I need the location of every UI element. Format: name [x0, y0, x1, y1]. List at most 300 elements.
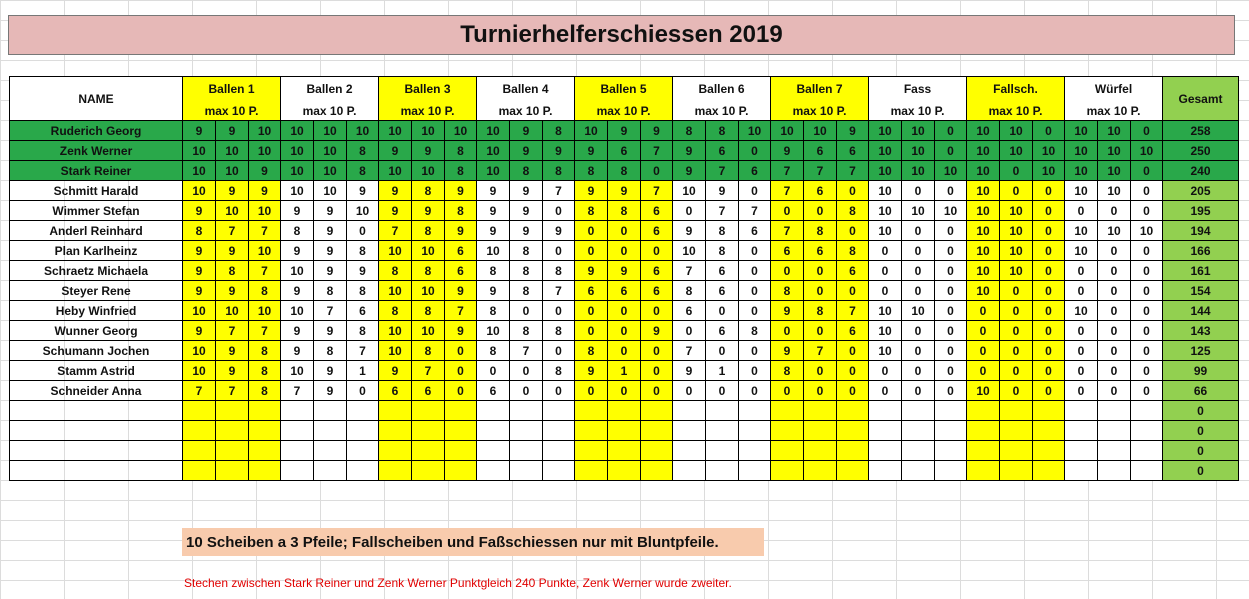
score-cell: 10 — [249, 141, 281, 161]
score-cell — [249, 441, 281, 461]
score-cell — [510, 461, 543, 481]
score-cell — [869, 401, 902, 421]
score-cell: 0 — [706, 301, 739, 321]
score-cell: 10 — [216, 161, 249, 181]
score-cell — [347, 441, 379, 461]
score-cell: 0 — [902, 321, 935, 341]
score-cell: 10 — [379, 341, 412, 361]
score-cell: 0 — [706, 341, 739, 361]
score-cell — [445, 441, 477, 461]
score-cell: 0 — [1000, 381, 1033, 401]
score-cell: 0 — [935, 341, 967, 361]
score-cell: 10 — [314, 121, 347, 141]
score-cell: 0 — [902, 281, 935, 301]
score-cell: 10 — [1131, 141, 1163, 161]
score-cell: 6 — [837, 261, 869, 281]
score-cell — [771, 421, 804, 441]
score-cell: 7 — [641, 141, 673, 161]
score-cell: 7 — [673, 341, 706, 361]
score-cell: 10 — [869, 161, 902, 181]
participant-name: Heby Winfried — [10, 301, 183, 321]
score-cell: 6 — [673, 301, 706, 321]
score-cell: 10 — [477, 241, 510, 261]
score-cell: 9 — [347, 181, 379, 201]
score-cell: 0 — [1131, 361, 1163, 381]
score-cell: 8 — [543, 261, 575, 281]
score-cell: 0 — [1065, 381, 1098, 401]
score-cell: 9 — [477, 281, 510, 301]
score-cell: 0 — [543, 301, 575, 321]
score-cell: 10 — [1065, 221, 1098, 241]
score-cell — [575, 421, 608, 441]
score-cell: 8 — [249, 341, 281, 361]
score-cell — [771, 401, 804, 421]
header-group-max-7: max 10 P. — [771, 101, 869, 121]
score-cell — [1131, 461, 1163, 481]
score-cell: 0 — [739, 241, 771, 261]
score-cell: 10 — [281, 161, 314, 181]
score-cell — [314, 401, 347, 421]
score-cell: 10 — [935, 201, 967, 221]
score-cell: 6 — [477, 381, 510, 401]
score-cell — [706, 461, 739, 481]
participant-name: Steyer Rene — [10, 281, 183, 301]
score-cell — [249, 461, 281, 481]
table-row — [10, 181, 1239, 201]
score-cell — [477, 401, 510, 421]
score-cell — [935, 461, 967, 481]
score-cell: 8 — [281, 221, 314, 241]
score-cell: 0 — [1000, 361, 1033, 381]
score-cell: 0 — [1098, 241, 1131, 261]
score-cell: 10 — [804, 121, 837, 141]
score-cell: 0 — [1098, 261, 1131, 281]
score-cell: 6 — [641, 261, 673, 281]
score-cell: 7 — [249, 261, 281, 281]
score-cell: 10 — [412, 281, 445, 301]
score-cell — [1098, 401, 1131, 421]
score-cell: 0 — [543, 381, 575, 401]
score-cell: 9 — [510, 121, 543, 141]
table-row — [10, 421, 1239, 441]
score-cell: 8 — [575, 201, 608, 221]
tiebreak-footnote: Stechen zwischen Stark Reiner und Zenk Werner Punktgleich 240 Punkte, Zenk Werner wurde zweiter. — [184, 576, 732, 590]
score-cell: 8 — [314, 341, 347, 361]
score-cell — [216, 461, 249, 481]
table-row — [10, 461, 1239, 481]
score-cell: 0 — [673, 201, 706, 221]
score-cell — [706, 421, 739, 441]
score-cell — [608, 421, 641, 441]
score-cell — [347, 461, 379, 481]
score-cell — [771, 461, 804, 481]
score-cell — [1065, 441, 1098, 461]
score-cell — [347, 401, 379, 421]
score-cell: 0 — [902, 221, 935, 241]
score-cell: 10 — [249, 301, 281, 321]
score-cell: 9 — [445, 281, 477, 301]
participant-name: Wunner Georg — [10, 321, 183, 341]
total-cell: 144 — [1163, 301, 1239, 321]
participant-name: Stamm Astrid — [10, 361, 183, 381]
score-cell: 0 — [1098, 281, 1131, 301]
score-cell: 0 — [739, 261, 771, 281]
score-cell — [379, 421, 412, 441]
header-group-3: Ballen 3 — [379, 77, 477, 102]
score-cell — [216, 441, 249, 461]
score-cell: 9 — [379, 141, 412, 161]
score-cell: 6 — [837, 141, 869, 161]
score-cell — [1033, 421, 1065, 441]
header-group-max-2: max 10 P. — [281, 101, 379, 121]
score-cell: 10 — [183, 141, 216, 161]
score-cell: 8 — [412, 221, 445, 241]
score-cell: 9 — [314, 261, 347, 281]
score-cell: 0 — [902, 341, 935, 361]
score-cell: 8 — [412, 261, 445, 281]
score-cell: 8 — [379, 301, 412, 321]
score-cell: 0 — [869, 381, 902, 401]
score-cell: 0 — [902, 241, 935, 261]
score-cell: 10 — [1065, 121, 1098, 141]
score-cell: 10 — [1000, 241, 1033, 261]
score-cell: 9 — [281, 341, 314, 361]
score-cell: 10 — [1033, 161, 1065, 181]
score-cell — [967, 421, 1000, 441]
score-cell — [543, 401, 575, 421]
score-cell — [445, 401, 477, 421]
score-cell: 10 — [347, 201, 379, 221]
score-cell: 10 — [1131, 221, 1163, 241]
score-cell: 7 — [183, 381, 216, 401]
table-row — [10, 321, 1239, 341]
score-cell: 1 — [347, 361, 379, 381]
header-group-max-9: max 10 P. — [967, 101, 1065, 121]
score-cell — [1000, 461, 1033, 481]
score-cell: 9 — [412, 141, 445, 161]
score-cell: 0 — [1098, 361, 1131, 381]
score-cell: 9 — [445, 221, 477, 241]
score-cell: 9 — [281, 321, 314, 341]
score-cell: 0 — [575, 381, 608, 401]
score-cell: 10 — [869, 341, 902, 361]
table-row — [10, 121, 1239, 141]
score-cell: 0 — [935, 321, 967, 341]
total-cell: 250 — [1163, 141, 1239, 161]
score-cell: 0 — [1033, 301, 1065, 321]
header-group-9: Fallsch. — [967, 77, 1065, 102]
score-cell: 10 — [249, 241, 281, 261]
score-cell — [673, 441, 706, 461]
score-cell — [837, 421, 869, 441]
score-cell: 10 — [967, 261, 1000, 281]
score-cell: 10 — [281, 121, 314, 141]
score-cell: 6 — [706, 261, 739, 281]
score-cell: 10 — [477, 121, 510, 141]
score-cell: 0 — [1033, 181, 1065, 201]
score-cell: 0 — [902, 261, 935, 281]
score-cell: 10 — [1000, 121, 1033, 141]
score-cell: 6 — [804, 241, 837, 261]
score-cell: 8 — [543, 321, 575, 341]
score-cell: 0 — [837, 181, 869, 201]
score-cell: 0 — [771, 261, 804, 281]
score-cell — [281, 421, 314, 441]
score-cell: 1 — [608, 361, 641, 381]
score-cell: 1 — [706, 361, 739, 381]
score-cell: 0 — [608, 381, 641, 401]
score-cell: 0 — [1131, 201, 1163, 221]
participant-name — [10, 421, 183, 441]
score-cell: 10 — [673, 241, 706, 261]
score-cell: 0 — [706, 381, 739, 401]
score-cell: 0 — [1065, 201, 1098, 221]
score-cell: 10 — [902, 201, 935, 221]
score-cell: 0 — [804, 261, 837, 281]
score-cell: 10 — [771, 121, 804, 141]
score-cell — [543, 441, 575, 461]
score-cell: 6 — [608, 141, 641, 161]
score-cell: 8 — [314, 281, 347, 301]
score-cell: 10 — [1098, 221, 1131, 241]
score-cell: 0 — [967, 341, 1000, 361]
score-cell: 10 — [1098, 181, 1131, 201]
score-cell: 9 — [575, 141, 608, 161]
score-cell: 9 — [510, 201, 543, 221]
header-group-5: Ballen 5 — [575, 77, 673, 102]
total-cell: 143 — [1163, 321, 1239, 341]
participant-name — [10, 401, 183, 421]
score-cell: 8 — [608, 161, 641, 181]
score-cell: 9 — [641, 321, 673, 341]
score-cell: 10 — [477, 141, 510, 161]
score-cell: 6 — [804, 181, 837, 201]
score-cell: 9 — [379, 201, 412, 221]
score-cell: 0 — [739, 301, 771, 321]
participant-name: Anderl Reinhard — [10, 221, 183, 241]
score-cell: 9 — [673, 141, 706, 161]
score-cell: 10 — [967, 161, 1000, 181]
header-group-6: Ballen 6 — [673, 77, 771, 102]
score-cell: 10 — [1000, 141, 1033, 161]
score-cell — [281, 461, 314, 481]
score-cell: 10 — [869, 121, 902, 141]
score-cell: 8 — [771, 361, 804, 381]
score-cell: 8 — [347, 241, 379, 261]
participant-name — [10, 461, 183, 481]
score-cell: 0 — [673, 321, 706, 341]
score-cell: 10 — [869, 181, 902, 201]
score-cell: 9 — [543, 141, 575, 161]
total-cell: 195 — [1163, 201, 1239, 221]
score-cell — [804, 461, 837, 481]
score-cell: 0 — [1131, 341, 1163, 361]
score-cell — [902, 421, 935, 441]
table-row — [10, 141, 1239, 161]
score-cell — [837, 401, 869, 421]
score-cell: 0 — [1033, 381, 1065, 401]
score-cell: 9 — [314, 381, 347, 401]
score-cell — [445, 461, 477, 481]
score-cell: 0 — [804, 361, 837, 381]
score-cell — [216, 421, 249, 441]
score-cell: 6 — [706, 281, 739, 301]
score-cell — [379, 441, 412, 461]
score-cell: 0 — [1065, 341, 1098, 361]
score-cell — [837, 441, 869, 461]
score-cell: 7 — [249, 321, 281, 341]
score-cell — [575, 401, 608, 421]
score-cell: 7 — [543, 181, 575, 201]
score-cell — [608, 401, 641, 421]
score-cell — [804, 421, 837, 441]
score-cell — [804, 441, 837, 461]
score-cell — [314, 461, 347, 481]
score-cell — [183, 421, 216, 441]
table-row — [10, 201, 1239, 221]
score-cell: 0 — [641, 361, 673, 381]
score-cell: 8 — [543, 161, 575, 181]
score-cell — [1131, 421, 1163, 441]
score-cell: 8 — [412, 301, 445, 321]
score-cell: 0 — [641, 301, 673, 321]
score-cell: 10 — [281, 181, 314, 201]
score-cell — [1065, 461, 1098, 481]
score-cell: 10 — [1065, 161, 1098, 181]
score-cell: 0 — [837, 281, 869, 301]
rules-note: 10 Scheiben a 3 Pfeile; Fallscheiben und Faßschiessen nur mit Bluntpfeile. — [182, 528, 764, 556]
score-cell: 6 — [641, 201, 673, 221]
score-cell: 10 — [869, 301, 902, 321]
score-cell: 8 — [477, 341, 510, 361]
score-cell: 0 — [1131, 281, 1163, 301]
score-cell — [477, 421, 510, 441]
score-cell — [1000, 421, 1033, 441]
score-cell: 0 — [804, 281, 837, 301]
score-cell: 10 — [1000, 201, 1033, 221]
score-cell: 9 — [412, 201, 445, 221]
header-group-max-3: max 10 P. — [379, 101, 477, 121]
score-cell — [641, 401, 673, 421]
participant-name: Schumann Jochen — [10, 341, 183, 361]
score-cell — [1033, 441, 1065, 461]
score-cell — [1000, 401, 1033, 421]
score-cell: 0 — [935, 381, 967, 401]
score-cell: 0 — [967, 361, 1000, 381]
total-cell: 66 — [1163, 381, 1239, 401]
table-row — [10, 401, 1239, 421]
score-cell: 8 — [575, 161, 608, 181]
score-cell — [1098, 461, 1131, 481]
score-cell: 8 — [347, 161, 379, 181]
header-group-max-10: max 10 P. — [1065, 101, 1163, 121]
score-cell: 8 — [379, 261, 412, 281]
score-cell: 10 — [1098, 161, 1131, 181]
score-cell: 10 — [1065, 241, 1098, 261]
score-cell: 8 — [412, 341, 445, 361]
score-cell: 0 — [902, 181, 935, 201]
score-cell: 10 — [1000, 221, 1033, 241]
score-cell: 0 — [1131, 261, 1163, 281]
score-cell: 10 — [216, 301, 249, 321]
score-cell: 8 — [510, 241, 543, 261]
score-cell: 9 — [216, 241, 249, 261]
score-cell: 9 — [510, 181, 543, 201]
score-cell: 8 — [249, 381, 281, 401]
score-cell: 0 — [902, 381, 935, 401]
score-cell: 0 — [935, 301, 967, 321]
score-cell: 8 — [445, 161, 477, 181]
score-cell: 0 — [1033, 121, 1065, 141]
score-cell: 7 — [706, 161, 739, 181]
score-cell: 0 — [739, 281, 771, 301]
total-cell: 0 — [1163, 421, 1239, 441]
total-cell: 0 — [1163, 441, 1239, 461]
score-cell: 10 — [183, 361, 216, 381]
score-cell: 6 — [608, 281, 641, 301]
score-cell: 0 — [837, 381, 869, 401]
score-cell: 9 — [673, 361, 706, 381]
score-cell: 10 — [412, 241, 445, 261]
score-cell: 10 — [967, 281, 1000, 301]
score-cell: 0 — [935, 281, 967, 301]
score-cell: 9 — [837, 121, 869, 141]
score-cell: 9 — [771, 141, 804, 161]
score-cell — [641, 441, 673, 461]
score-cell: 0 — [869, 261, 902, 281]
score-cell: 7 — [216, 321, 249, 341]
score-cell: 0 — [445, 361, 477, 381]
score-cell: 10 — [739, 121, 771, 141]
score-cell: 8 — [347, 141, 379, 161]
score-cell — [314, 421, 347, 441]
score-cell: 8 — [706, 241, 739, 261]
score-cell — [183, 401, 216, 421]
score-cell: 0 — [1098, 201, 1131, 221]
score-cell: 0 — [608, 341, 641, 361]
score-cell: 0 — [1000, 301, 1033, 321]
participant-name — [10, 441, 183, 461]
score-cell: 8 — [510, 261, 543, 281]
score-cell — [967, 461, 1000, 481]
score-cell — [935, 421, 967, 441]
score-cell: 0 — [771, 381, 804, 401]
score-cell: 0 — [608, 221, 641, 241]
total-cell: 240 — [1163, 161, 1239, 181]
score-cell: 9 — [706, 181, 739, 201]
table-row — [10, 261, 1239, 281]
score-cell: 9 — [477, 201, 510, 221]
score-cell: 9 — [608, 121, 641, 141]
score-cell: 9 — [314, 201, 347, 221]
score-cell: 7 — [412, 361, 445, 381]
score-cell: 9 — [216, 361, 249, 381]
score-cell: 0 — [935, 141, 967, 161]
score-cell — [608, 441, 641, 461]
participant-name: Wimmer Stefan — [10, 201, 183, 221]
score-cell: 0 — [739, 361, 771, 381]
score-cell: 8 — [510, 281, 543, 301]
participant-name: Schneider Anna — [10, 381, 183, 401]
score-cell: 8 — [510, 321, 543, 341]
header-group-max-1: max 10 P. — [183, 101, 281, 121]
score-cell: 0 — [543, 241, 575, 261]
score-cell: 9 — [183, 201, 216, 221]
score-cell: 10 — [477, 161, 510, 181]
score-cell: 6 — [739, 161, 771, 181]
score-cell: 10 — [1065, 301, 1098, 321]
score-cell: 9 — [183, 281, 216, 301]
